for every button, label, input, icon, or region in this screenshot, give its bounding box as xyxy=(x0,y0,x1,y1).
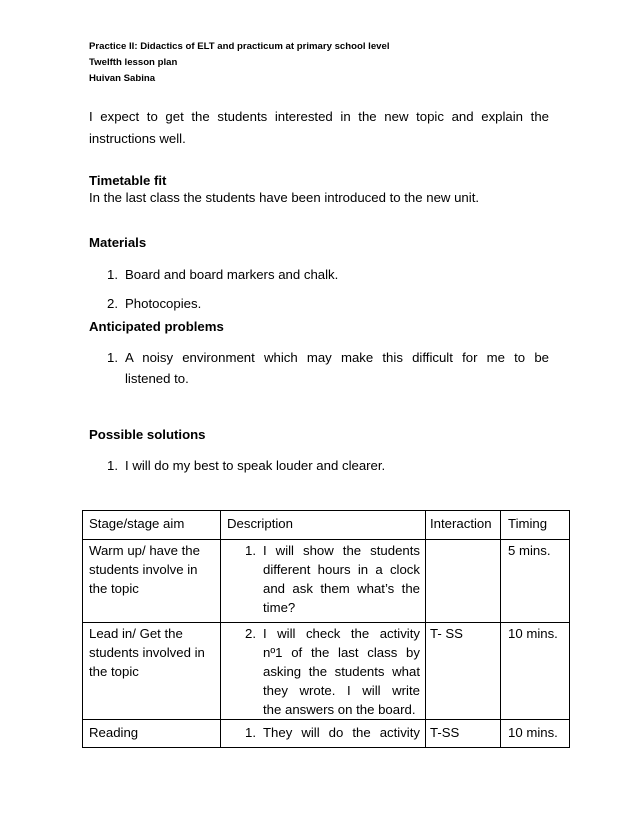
list-item-line-2: listened to. xyxy=(125,371,189,386)
list-number: 2. xyxy=(107,296,118,311)
document-header xyxy=(89,39,390,87)
list-item-text: Board and board markers and chalk. xyxy=(125,267,339,282)
table-row-3-stage xyxy=(89,723,217,742)
list-item-text: Photocopies. xyxy=(125,296,202,311)
lesson-plan-title: Twelfth lesson plan xyxy=(89,57,178,68)
stage-line: students involve in xyxy=(89,562,198,577)
table-row-3-description xyxy=(263,723,420,742)
stage-line: Lead in/ Get the xyxy=(89,626,183,641)
table-border xyxy=(569,510,570,748)
table-border xyxy=(82,510,83,748)
stage-line: students involved in xyxy=(89,645,205,660)
description-line: asking the students what xyxy=(263,664,420,679)
materials-list xyxy=(107,260,549,318)
list-item xyxy=(107,347,549,389)
intro-paragraph xyxy=(89,106,549,150)
table-row-1-number: 1. xyxy=(245,543,256,558)
stage-line: the topic xyxy=(89,581,139,596)
timetable-heading: Timetable fit xyxy=(89,173,167,188)
table-row-2-interaction: T- SS xyxy=(430,626,463,641)
description-line: and ask them what’s the xyxy=(263,581,420,596)
course-title: Practice II: Didactics of ELT and practicum at primary school level xyxy=(89,41,390,52)
table-row-3-interaction: T-SS xyxy=(430,725,460,740)
column-header-description: Description xyxy=(227,516,293,531)
table-border xyxy=(82,539,570,540)
table-border xyxy=(82,719,570,720)
solutions-list xyxy=(107,455,549,476)
intro-line-2: instructions well. xyxy=(89,131,186,146)
table-border xyxy=(82,747,570,748)
materials-heading: Materials xyxy=(89,235,147,250)
list-item-text: I will do my best to speak louder and clearer. xyxy=(125,458,386,473)
stage-line: Warm up/ have the xyxy=(89,543,200,558)
description-line: nº1 of the last class by xyxy=(263,645,420,660)
description-line: they wrote. I will write xyxy=(263,683,420,698)
list-item xyxy=(107,289,549,318)
table-border xyxy=(82,622,570,623)
table-row-2-stage xyxy=(89,624,217,681)
list-number: 1. xyxy=(107,350,118,365)
table-row-2-description xyxy=(263,624,420,719)
table-row-1-stage xyxy=(89,541,217,598)
table-row-3-timing: 10 mins. xyxy=(508,725,558,740)
description-line: different hours in a clock xyxy=(263,562,420,577)
list-item xyxy=(107,260,549,289)
stage-line: Reading xyxy=(89,725,139,740)
table-border xyxy=(425,510,426,748)
table-row-1-timing: 5 mins. xyxy=(508,543,551,558)
description-line: the answers on the board. xyxy=(263,702,416,717)
description-line: They will do the activity xyxy=(263,725,420,740)
intro-line-1: I expect to get the students interested in the new topic and explain the xyxy=(89,109,549,124)
author-name: Huivan Sabina xyxy=(89,73,156,84)
list-number: 1. xyxy=(107,458,118,473)
description-line: time? xyxy=(263,600,296,615)
solutions-heading: Possible solutions xyxy=(89,427,206,442)
column-header-timing: Timing xyxy=(508,516,548,531)
table-row-2-timing: 10 mins. xyxy=(508,626,558,641)
table-row-1-description xyxy=(263,541,420,617)
column-header-interaction: Interaction xyxy=(430,516,492,531)
table-border xyxy=(220,510,221,748)
table-row-2-number: 2. xyxy=(245,626,256,641)
stage-line: the topic xyxy=(89,664,139,679)
problems-heading: Anticipated problems xyxy=(89,319,224,334)
table-border xyxy=(500,510,501,748)
lesson-stages-table xyxy=(82,510,570,748)
list-item xyxy=(107,455,549,476)
column-header-stage: Stage/stage aim xyxy=(89,516,185,531)
list-item-line-1: A noisy environment which may make this difficult for me to be xyxy=(125,350,549,365)
list-number: 1. xyxy=(107,267,118,282)
description-line: I will show the students xyxy=(263,543,420,558)
table-row-3-number: 1. xyxy=(245,725,256,740)
timetable-text: In the last class the students have been introduced to the new unit. xyxy=(89,190,480,205)
table-border xyxy=(82,510,570,511)
problems-list xyxy=(107,347,549,389)
description-line: I will check the activity xyxy=(263,626,420,641)
